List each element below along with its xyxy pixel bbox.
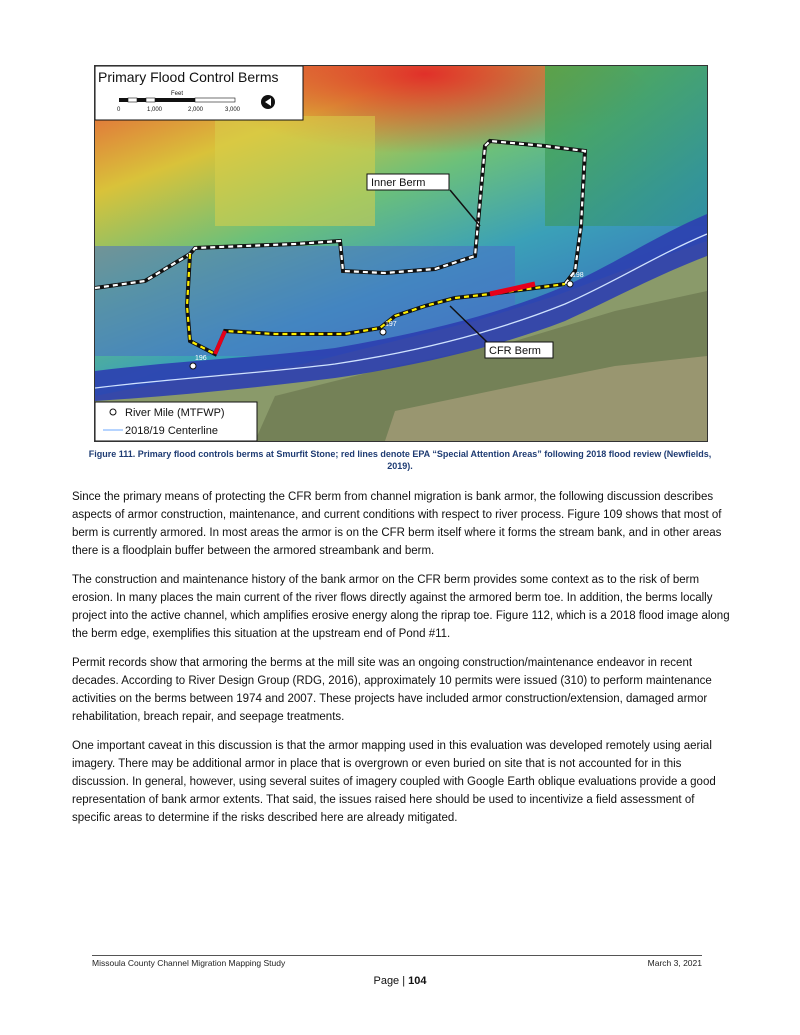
upland-yellow bbox=[215, 116, 375, 226]
figure-caption: Figure 111. Primary flood controls berms at Smurfit Stone; red lines denote EPA “Special Attention Areas” following 2018 flood review (Newfields, 2019). bbox=[88, 449, 712, 471]
paragraph: The construction and maintenance history of the bank armor on the CFR berm provides some context as to the risk of berm erosion. In many places the main current of the river flows directly against the armored berm toe. In addition, the berms locally project into the active channel, which amplifies erosive energy along the riprap toe. Figure 112, which is a 2018 flood image along the berm edge, exemplifies this situation at the upstream end of Pond #11. bbox=[72, 574, 730, 640]
legend-river-mile-symbol bbox=[110, 409, 116, 415]
page-number-value: 104 bbox=[408, 975, 427, 987]
inner-berm-callout: Inner Berm bbox=[371, 177, 426, 189]
footer-study-title: Missoula County Channel Migration Mapping Study bbox=[92, 958, 286, 968]
legend-river-mile: River Mile (MTFWP) bbox=[125, 407, 225, 419]
scale-tick: 1,000 bbox=[147, 107, 163, 113]
paragraph: One important caveat in this discussion is that the armor mapping used in this evaluation was developed remotely using aerial imagery. There may be additional armor in place that is overgrown or even buried on site that is not accounted for in this discussion. In general, however, using several suites of imagery coupled with Google Earth oblique evaluations provide a good representation of bank armor extents. That said, the issues raised here should be used to incentivize a field assessment of specific areas to determine if the risks described here are already mitigated. bbox=[72, 740, 716, 824]
river-mile-point-198 bbox=[567, 281, 573, 287]
paragraph: Permit records show that armoring the berms at the mill site was an ongoing construction/maintenance endeavor in recent decades. According to River Design Group (RDG, 2016), approximately 10 permits were issued (310) to perform maintenance activities on the berms between 1974 and 2007. These projects have included armor construction/extension, damaged armor rehabilitation, breach repair, and seepage treatments. bbox=[72, 657, 712, 723]
river-mile-label: 196 bbox=[195, 355, 207, 362]
upland-green bbox=[545, 66, 707, 226]
north-arrow-icon bbox=[261, 95, 275, 109]
river-mile-label: 198 bbox=[572, 272, 584, 279]
paragraph: Since the primary means of protecting the CFR berm from channel migration is bank armor, the following discussion describes aspects of armor construction, maintenance, and current conditions with respect to river process. Figure 109 shows that most of berm is currently armored. In most areas the armor is on the CFR berm itself where it forms the stream bank, and in other areas there is a floodplain buffer between the armored streambank and berm. bbox=[72, 491, 722, 557]
footer-date: March 3, 2021 bbox=[647, 958, 702, 968]
footer-divider bbox=[92, 955, 702, 956]
body-text bbox=[72, 488, 732, 838]
page-label: Page | bbox=[373, 975, 409, 987]
river-mile-point-197 bbox=[380, 329, 386, 335]
scale-bar bbox=[119, 98, 235, 102]
page-number bbox=[0, 975, 800, 987]
river-mile-label: 197 bbox=[385, 321, 397, 328]
scale-tick: 3,000 bbox=[225, 107, 241, 113]
map-title: Primary Flood Control Berms bbox=[98, 69, 279, 85]
scale-tick: 0 bbox=[117, 107, 121, 113]
cfr-berm-callout: CFR Berm bbox=[489, 345, 541, 357]
flood-berm-map bbox=[94, 65, 708, 442]
scale-tick: 2,000 bbox=[188, 107, 204, 113]
river-mile-point-196 bbox=[190, 363, 196, 369]
scale-unit: Feet bbox=[171, 91, 184, 97]
legend-centerline: 2018/19 Centerline bbox=[125, 425, 218, 437]
